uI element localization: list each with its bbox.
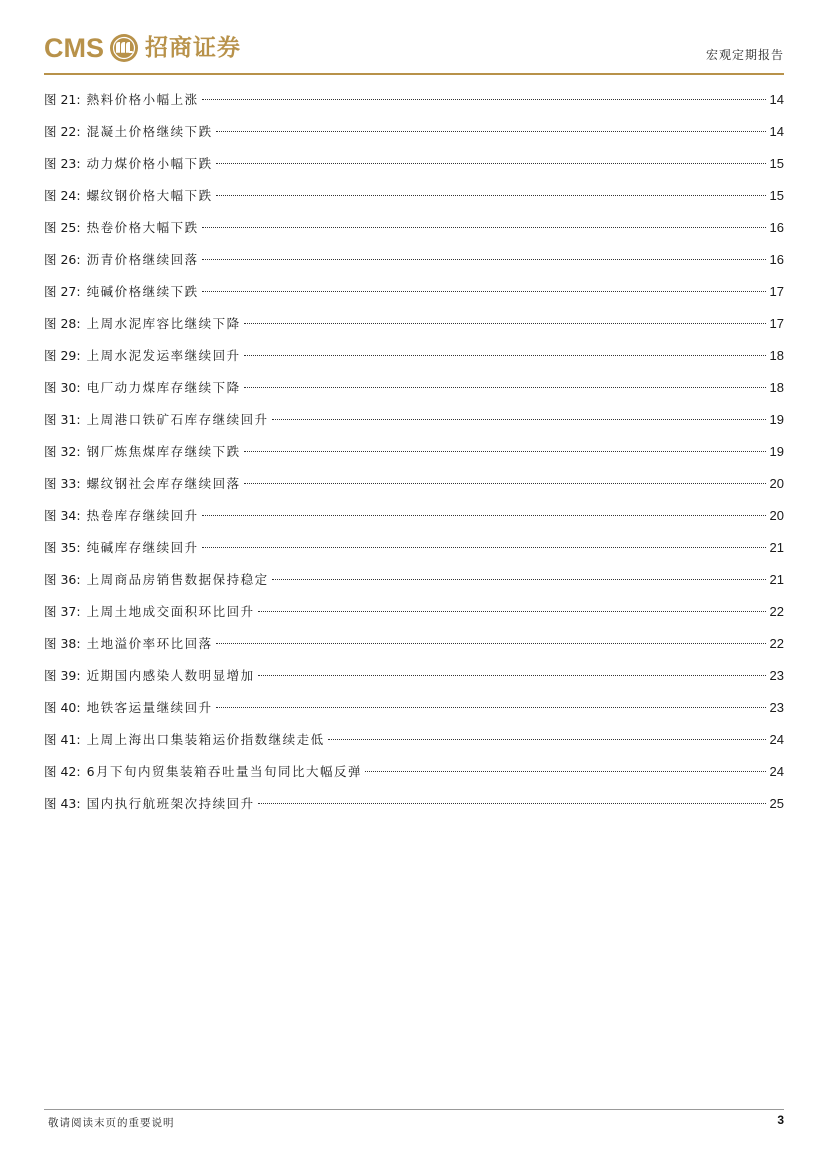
toc-page-number: 19 <box>769 412 784 427</box>
toc-entry[interactable] <box>44 86 784 118</box>
toc-figure-title: 螺纹钢价格大幅下跌 <box>86 188 213 203</box>
toc-page-number: 21 <box>769 540 784 555</box>
toc-dot-leader <box>244 483 766 484</box>
toc-figure-label: 图 21: <box>44 92 81 107</box>
toc-figure-title: 热卷价格大幅下跌 <box>86 220 199 235</box>
toc-entry[interactable] <box>44 470 784 502</box>
toc-page-number: 23 <box>769 668 784 683</box>
toc-entry[interactable] <box>44 534 784 566</box>
toc-page-number: 24 <box>769 732 784 747</box>
toc-figure-title: 地铁客运量继续回升 <box>86 700 213 715</box>
toc-figure-title: 上周上海出口集装箱运价指数继续走低 <box>86 732 325 747</box>
toc-dot-leader <box>272 419 766 420</box>
toc-dot-leader <box>216 163 766 164</box>
toc-page-number: 23 <box>769 700 784 715</box>
toc-figure-label: 图 30: <box>44 380 81 395</box>
toc-figure-title: 熱料价格小幅上涨 <box>86 92 199 107</box>
toc-figure-label: 图 37: <box>44 604 81 619</box>
toc-figure-label: 图 28: <box>44 316 81 331</box>
toc-dot-leader <box>216 131 766 132</box>
toc-page-number: 18 <box>769 348 784 363</box>
toc-figure-title: 上周商品房销售数据保持稳定 <box>86 572 269 587</box>
footer-divider <box>44 1109 784 1110</box>
toc-figure-title: 螺纹钢社会库存继续回落 <box>86 476 241 491</box>
toc-entry[interactable] <box>44 598 784 630</box>
toc-figure-title: 6月下旬内贸集装箱吞吐量当旬同比大幅反弹 <box>86 764 363 779</box>
toc-page-number: 16 <box>769 220 784 235</box>
toc-dot-leader <box>258 675 766 676</box>
toc-figure-label: 图 39: <box>44 668 81 683</box>
toc-figure-title: 近期国内感染人数明显增加 <box>86 668 255 683</box>
toc-page-number: 16 <box>769 252 784 267</box>
toc-dot-leader <box>216 195 766 196</box>
toc-entry[interactable] <box>44 310 784 342</box>
toc-entry[interactable] <box>44 342 784 374</box>
header-divider <box>44 73 784 75</box>
company-logo <box>44 30 241 66</box>
toc-entry[interactable] <box>44 438 784 470</box>
toc-entry[interactable] <box>44 726 784 758</box>
toc-figure-label: 图 38: <box>44 636 81 651</box>
toc-dot-leader <box>202 259 766 260</box>
toc-dot-leader <box>202 227 766 228</box>
toc-dot-leader <box>216 707 766 708</box>
toc-entry[interactable] <box>44 118 784 150</box>
toc-dot-leader <box>244 355 766 356</box>
toc-figure-label: 图 40: <box>44 700 81 715</box>
toc-dot-leader <box>328 739 766 740</box>
toc-dot-leader <box>258 611 766 612</box>
toc-page-number: 22 <box>769 604 784 619</box>
toc-page-number: 19 <box>769 444 784 459</box>
logo-cms-text: CMS <box>44 33 104 63</box>
toc-figure-label: 图 22: <box>44 124 81 139</box>
toc-entry[interactable] <box>44 630 784 662</box>
toc-figure-title: 纯碱库存继续回升 <box>86 540 199 555</box>
toc-figure-label: 图 27: <box>44 284 81 299</box>
page-number: 3 <box>777 1113 784 1127</box>
toc-figure-title: 上周水泥发运率继续回升 <box>86 348 241 363</box>
toc-entry[interactable] <box>44 566 784 598</box>
toc-entry[interactable] <box>44 182 784 214</box>
toc-figure-title: 纯碱价格继续下跌 <box>86 284 199 299</box>
toc-figure-label: 图 43: <box>44 796 81 811</box>
toc-page-number: 14 <box>769 124 784 139</box>
disclaimer-note: 敬请阅读末页的重要说明 <box>48 1117 175 1129</box>
toc-page-number: 22 <box>769 636 784 651</box>
toc-entry[interactable] <box>44 790 784 822</box>
toc-dot-leader <box>244 323 766 324</box>
toc-figure-label: 图 42: <box>44 764 81 779</box>
toc-dot-leader <box>202 99 766 100</box>
toc-dot-leader <box>272 579 766 580</box>
toc-figure-title: 沥青价格继续回落 <box>86 252 199 267</box>
toc-figure-title: 电厂动力煤库存继续下降 <box>86 380 241 395</box>
toc-entry[interactable] <box>44 758 784 790</box>
toc-page-number: 20 <box>769 508 784 523</box>
toc-dot-leader <box>202 515 766 516</box>
toc-figure-label: 图 33: <box>44 476 81 491</box>
toc-page-number: 17 <box>769 316 784 331</box>
toc-figure-label: 图 24: <box>44 188 81 203</box>
toc-entry[interactable] <box>44 246 784 278</box>
toc-page-number: 20 <box>769 476 784 491</box>
toc-figure-label: 图 36: <box>44 572 81 587</box>
toc-figure-title: 钢厂炼焦煤库存继续下跌 <box>86 444 241 459</box>
logo-emblem-icon <box>109 33 139 63</box>
toc-figure-label: 图 35: <box>44 540 81 555</box>
toc-figure-label: 图 29: <box>44 348 81 363</box>
toc-figure-title: 上周土地成交面积环比回升 <box>86 604 255 619</box>
toc-dot-leader <box>258 803 766 804</box>
toc-page-number: 25 <box>769 796 784 811</box>
toc-entry[interactable] <box>44 214 784 246</box>
toc-page-number: 18 <box>769 380 784 395</box>
toc-page-number: 15 <box>769 188 784 203</box>
toc-entry[interactable] <box>44 150 784 182</box>
toc-page-number: 24 <box>769 764 784 779</box>
page-header <box>44 30 784 74</box>
toc-figure-title: 热卷库存继续回升 <box>86 508 199 523</box>
toc-figure-title: 土地溢价率环比回落 <box>86 636 213 651</box>
toc-figure-title: 混凝土价格继续下跌 <box>86 124 213 139</box>
toc-dot-leader <box>244 451 766 452</box>
toc-entry[interactable] <box>44 278 784 310</box>
toc-entry[interactable] <box>44 694 784 726</box>
toc-figure-title: 国内执行航班架次持续回升 <box>86 796 255 811</box>
toc-dot-leader <box>202 291 766 292</box>
toc-figure-label: 图 25: <box>44 220 81 235</box>
toc-figure-label: 图 32: <box>44 444 81 459</box>
toc-dot-leader <box>244 387 766 388</box>
toc-figure-label: 图 23: <box>44 156 81 171</box>
toc-page-number: 15 <box>769 156 784 171</box>
toc-entry[interactable] <box>44 662 784 694</box>
toc-dot-leader <box>216 643 766 644</box>
toc-figure-label: 图 34: <box>44 508 81 523</box>
toc-figure-label: 图 41: <box>44 732 81 747</box>
toc-figure-title: 动力煤价格小幅下跌 <box>86 156 213 171</box>
report-type: 宏观定期报告 <box>705 48 784 62</box>
toc-page-number: 14 <box>769 92 784 107</box>
toc-entry[interactable] <box>44 374 784 406</box>
toc-dot-leader <box>365 771 765 772</box>
toc-figure-title: 上周水泥库容比继续下降 <box>86 316 241 331</box>
toc-figure-label: 图 26: <box>44 252 81 267</box>
toc-figure-title: 上周港口铁矿石库存继续回升 <box>86 412 269 427</box>
toc-page-number: 21 <box>769 572 784 587</box>
toc-page-number: 17 <box>769 284 784 299</box>
logo-chinese-text: 招商证券 <box>145 35 241 61</box>
toc-entry[interactable] <box>44 502 784 534</box>
toc-dot-leader <box>202 547 766 548</box>
toc-entry[interactable] <box>44 406 784 438</box>
toc-figure-label: 图 31: <box>44 412 81 427</box>
figure-table-of-contents <box>44 86 784 822</box>
